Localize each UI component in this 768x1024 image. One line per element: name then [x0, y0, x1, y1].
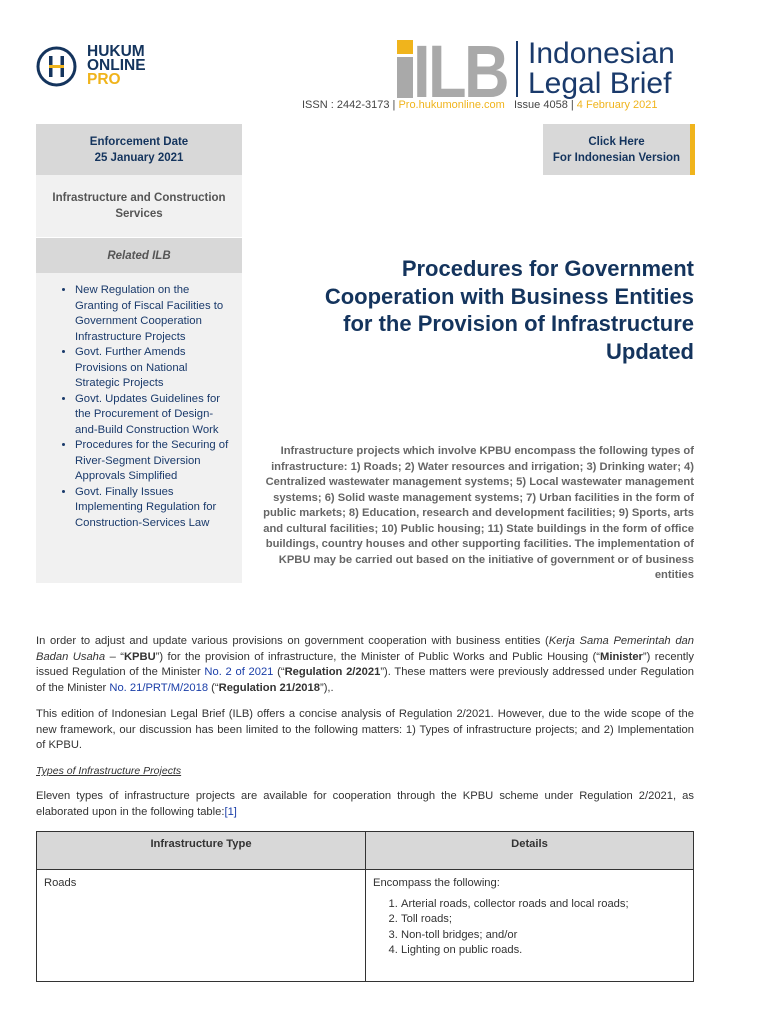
related-ilb-item[interactable]: • Procedures for the Securing of River-Segment Diversion Approvals Simplified: [75, 438, 234, 485]
masthead-divider: [516, 41, 518, 97]
list-item: 3. Non-toll bridges; and/or: [401, 928, 686, 943]
footnote-1-link[interactable]: [1]: [224, 805, 237, 818]
issn: ISSN : 2442-3173 |: [302, 99, 396, 111]
table-cell: Roads: [37, 870, 366, 982]
regulation-2-2021-link[interactable]: No. 2 of 2021: [204, 666, 274, 678]
column-header: Infrastructure Type: [37, 832, 366, 870]
ilb-logo: [397, 40, 507, 98]
article-title: Procedures for Government Cooperation with Business Entities for the Provision of Infrastructure Updated: [324, 256, 694, 364]
intro-paragraph: In order to adjust and update various provisions on government cooperation with business entities (Kerja Sama Pemerintah dan Badan Usaha – “KPBU”) for the provision of infrastructure, the Minister of Public Works and Public Housing (“Minister”) recently issued Regulation of the Minister No. 2 of 2021 (“Regulation 2/2021”). These matters were previously addressed under Regulation of the Minister No. 21/PRT/M/2018 (“Regulation 21/2018”),.: [36, 635, 695, 694]
related-ilb-list: [36, 273, 242, 583]
enforcement-label: Enforcement Date: [89, 135, 189, 148]
table-row: [37, 870, 694, 982]
list-item: 2. Toll roads;: [401, 912, 686, 927]
enforcement-date-box: [36, 124, 242, 175]
hukumonline-logo-icon: [36, 46, 77, 87]
related-ilb-heading: Related ILB: [36, 238, 242, 273]
indonesian-version-button[interactable]: Click Here For Indonesian Version: [543, 124, 695, 175]
related-ilb-item[interactable]: • Govt. Finally Issues Implementing Regulation for Construction-Services Law: [75, 485, 234, 532]
masthead-title: Indonesian Legal Brief: [528, 37, 675, 100]
infrastructure-table: [36, 831, 694, 982]
related-ilb-item[interactable]: • Govt. Further Amends Provisions on National Strategic Projects: [75, 345, 234, 392]
related-ilb-item[interactable]: • New Regulation on the Granting of Fiscal Facilities to Government Cooperation Infrastructure Projects: [75, 283, 234, 345]
enforcement-date: 25 January 2021: [94, 151, 184, 164]
list-item: 1. Arterial roads, collector roads and local roads;: [401, 897, 686, 912]
issue-number: Issue 4058 |: [514, 99, 574, 111]
column-header: Details: [366, 832, 694, 870]
sector-box: [36, 175, 242, 237]
site-link[interactable]: Pro.hukumonline.com: [398, 99, 505, 111]
scope-paragraph: This edition of Indonesian Legal Brief (ILB) offers a concise analysis of Regulation 2/2021. However, due to the wide scope of the new framework, our discussion has been limited to the following matters: 1) Types of infrastructure projects; and 2) Implementation of KPBU.: [36, 708, 694, 751]
hukumonline-logo-text: HUKUM ONLINE PRO: [87, 43, 146, 88]
issn-line: [302, 99, 722, 111]
related-ilb-item[interactable]: • Govt. Updates Guidelines for the Procurement of Design-and-Build Construction Work: [75, 392, 234, 439]
table-cell: Encompass the following: 1. Arterial roads, collector roads and local roads; 2. Toll roads; 3. Non-toll bridges; and/or 4. Lighting on public roads.: [366, 870, 694, 982]
list-item: 4. Lighting on public roads.: [401, 943, 686, 958]
regulation-21-2018-link[interactable]: No. 21/PRT/M/2018: [109, 681, 209, 694]
article-summary: Infrastructure projects which involve KPBU encompass the following types of infrastructure: 1) Roads; 2) Water resources and irrigation; 3) Drinking water; 4) Centralized wastewater management systems; 5) Local wastewater management systems; 6) Solid waste management systems; 7) Urban facilities in the form of public markets; 8) Education, research and development facilities; 9) Sports, arts and cultural facilities; 10) Public housing; 11) State buildings in the form of office buildings, country houses and other supporting facilities. The implementation of KPBU may be carried out based on the initiative of government or of business entities: [263, 445, 694, 581]
sector-label: Infrastructure and Construction Services: [52, 192, 226, 220]
subheading-types: Types of Infrastructure Projects: [36, 765, 182, 777]
ilb-logo-text: ILB: [413, 40, 507, 98]
issue-date: 4 February 2021: [576, 99, 658, 111]
types-paragraph: Eleven types of infrastructure projects are available for cooperation through the KPBU scheme under Regulation 2/2021, as elaborated upon in the following table:[1]: [36, 790, 694, 818]
